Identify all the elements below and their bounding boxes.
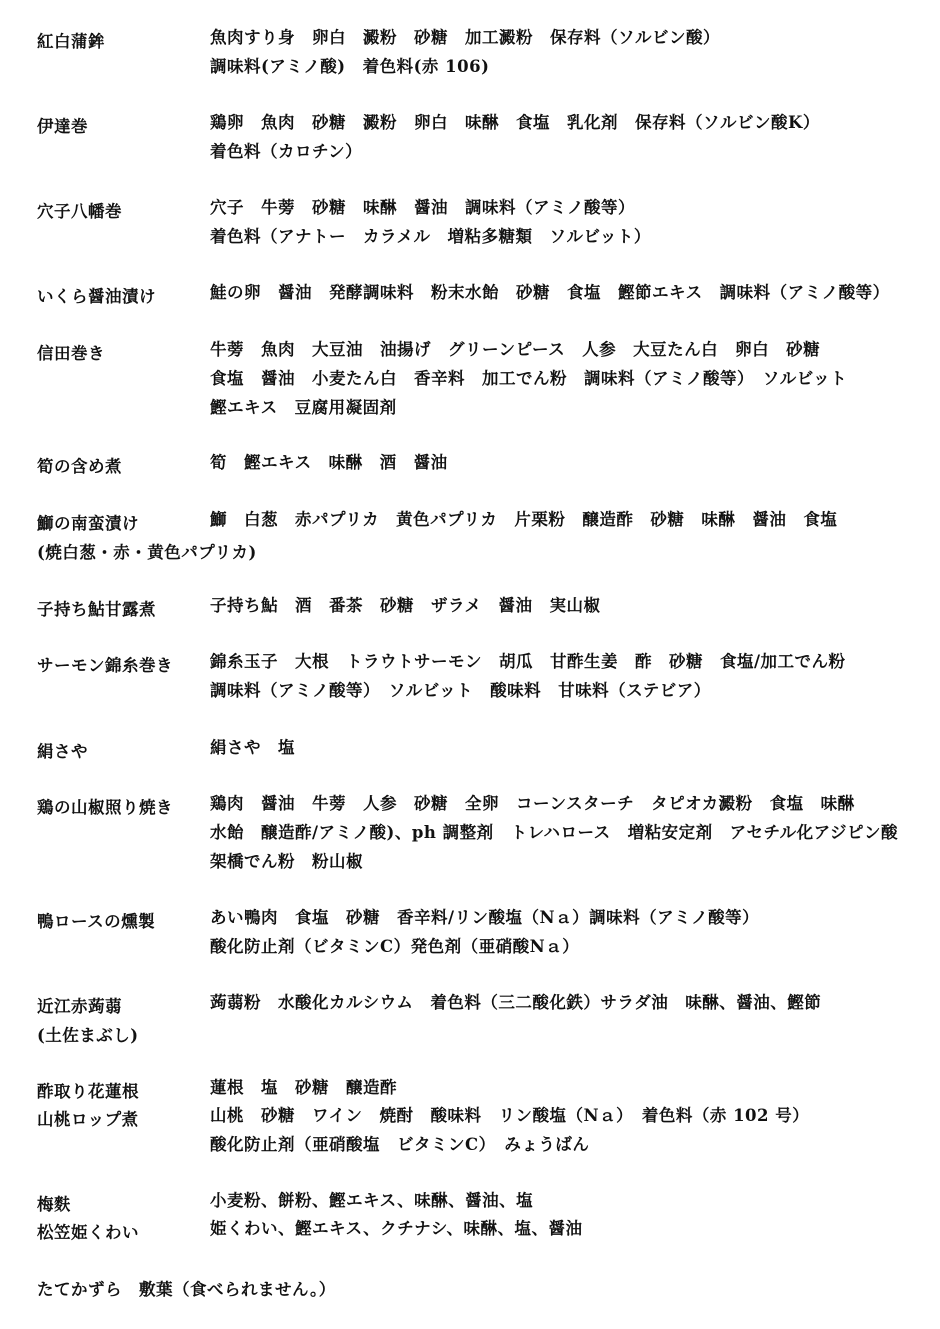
- ingredient-list: [210, 28, 925, 86]
- ingredient-line: 錦糸玉子 大根 トラウトサーモン 胡瓜 甘酢生姜 酢 砂糖 食塩/加工でん粉: [210, 652, 846, 671]
- dish-name: 鴨ロースの燻製: [37, 912, 156, 931]
- dish-name: 紅白蒲鉾: [37, 32, 105, 51]
- ingredient-line: 小麦粉、餅粉、鰹エキス、味醂、醤油、塩: [210, 1191, 534, 1210]
- ingredient-line: 穴子 牛蒡 砂糖 味醂 醤油 調味料（アミノ酸等）: [210, 198, 635, 217]
- ingredient-line: 子持ち鮎 酒 番茶 砂糖 ザラメ 醤油 実山椒: [210, 596, 601, 615]
- ingredient-line: 筍 鰹エキス 味醂 酒 醤油: [210, 453, 448, 472]
- ingredient-list: [210, 453, 925, 482]
- dish-subname: (土佐まぶし): [37, 1026, 139, 1045]
- ingredient-line: 着色料（アナトー カラメル 増粘多糖類 ソルビット）: [210, 227, 651, 246]
- ingredient-list: [210, 198, 925, 256]
- dish-name: 穴子八幡巻: [37, 202, 122, 221]
- ingredient-line: あい鴨肉 食塩 砂糖 香辛料/リン酸塩（Nａ）調味料（アミノ酸等）: [210, 908, 760, 927]
- ingredient-list: [210, 596, 925, 625]
- ingredient-line: 鮭の卵 醤油 発酵調味料 粉末水飴 砂糖 食塩 鰹節エキス 調味料（アミノ酸等）: [210, 283, 890, 302]
- ingredient-line: 鰹エキス 豆腐用凝固剤: [210, 398, 397, 417]
- ingredient-line: 架橋でん粉 粉山椒: [210, 852, 363, 871]
- ingredient-line: 酸化防止剤（ビタミンC）発色剤（亜硝酸Nａ）: [210, 937, 580, 956]
- dish-name: サーモン錦糸巻き: [37, 656, 173, 675]
- dish-subname: (焼白葱・赤・黄色パプリカ): [37, 543, 257, 562]
- ingredient-list: [210, 738, 925, 767]
- ingredient-list: [210, 283, 925, 312]
- dish-name: 酢取り花蓮根: [37, 1082, 139, 1101]
- ingredient-list: [210, 1078, 925, 1107]
- ingredient-line: 蓮根 塩 砂糖 醸造酢: [210, 1078, 397, 1097]
- dish-name: 近江赤蒟蒻: [37, 997, 122, 1016]
- ingredient-line: 蒟蒻粉 水酸化カルシウム 着色料（三二酸化鉄）サラダ油 味醂、醤油、鰹節: [210, 993, 822, 1012]
- dish-name: 鶏の山椒照り焼き: [37, 798, 173, 817]
- dish-name: 山桃ロップ煮: [37, 1110, 139, 1129]
- ingredient-list: [210, 510, 925, 539]
- ingredient-list: [210, 1191, 925, 1220]
- dish-name: 筍の含め煮: [37, 457, 122, 476]
- ingredient-list: [210, 908, 925, 966]
- ingredient-line: 鰤 白葱 赤パプリカ 黄色パプリカ 片栗粉 醸造酢 砂糖 味醂 醤油 食塩: [210, 510, 838, 529]
- ingredient-list: [210, 652, 925, 710]
- ingredient-line: 牛蒡 魚肉 大豆油 油揚げ グリーンピース 人参 大豆たん白 卵白 砂糖: [210, 340, 821, 359]
- ingredient-line: 山桃 砂糖 ワイン 焼酎 酸味料 リン酸塩（Nａ） 着色料（赤 102 号）: [210, 1106, 810, 1125]
- dish-name: 松笠姫くわい: [37, 1223, 139, 1242]
- ingredient-list: [210, 993, 925, 1022]
- dish-name: 伊達巻: [37, 117, 88, 136]
- ingredient-line: 姫くわい、鰹エキス、クチナシ、味醂、塩、醤油: [210, 1219, 583, 1238]
- ingredient-list: [210, 1106, 925, 1164]
- dish-name: 鰤の南蛮漬け: [37, 514, 139, 533]
- ingredient-line: 着色料（カロチン）: [210, 142, 363, 161]
- dish-name: 梅麩: [37, 1195, 71, 1214]
- ingredient-line: 鶏肉 醤油 牛蒡 人参 砂糖 全卵 コーンスターチ タピオカ澱粉 食塩 味醂: [210, 794, 855, 813]
- dish-name: 子持ち鮎甘露煮: [37, 600, 156, 619]
- dish-name: いくら醤油漬け: [37, 287, 156, 306]
- ingredient-line: 鶏卵 魚肉 砂糖 澱粉 卵白 味醂 食塩 乳化剤 保存料（ソルビン酸K）: [210, 113, 820, 132]
- ingredient-line: 食塩 醤油 小麦たん白 香辛料 加工でん粉 調味料（アミノ酸等） ソルビット: [210, 369, 848, 388]
- ingredient-line: 酸化防止剤（亜硝酸塩 ビタミンC） みょうばん: [210, 1135, 590, 1154]
- ingredient-line: 水飴 醸造酢/アミノ酸)、ph 調整剤 トレハロース 増粘安定剤 アセチル化アジピン酸: [210, 823, 898, 842]
- ingredient-list: [210, 1219, 925, 1248]
- ingredient-list: [210, 113, 925, 171]
- dish-name: 絹さや: [37, 742, 88, 761]
- ingredient-line: 絹さや 塩: [210, 738, 295, 757]
- ingredient-line: 魚肉すり身 卵白 澱粉 砂糖 加工澱粉 保存料（ソルビン酸）: [210, 28, 720, 47]
- ingredient-list: [210, 340, 925, 427]
- ingredient-line: 調味料（アミノ酸等） ソルビット 酸味料 甘味料（ステビア）: [210, 681, 711, 700]
- ingredient-list: [210, 794, 925, 881]
- footer-note: たてかずら 敷葉（食べられません。）: [37, 1280, 336, 1299]
- ingredient-line: 調味料(アミノ酸) 着色料(赤 106): [210, 57, 490, 76]
- dish-name: 信田巻き: [37, 344, 105, 363]
